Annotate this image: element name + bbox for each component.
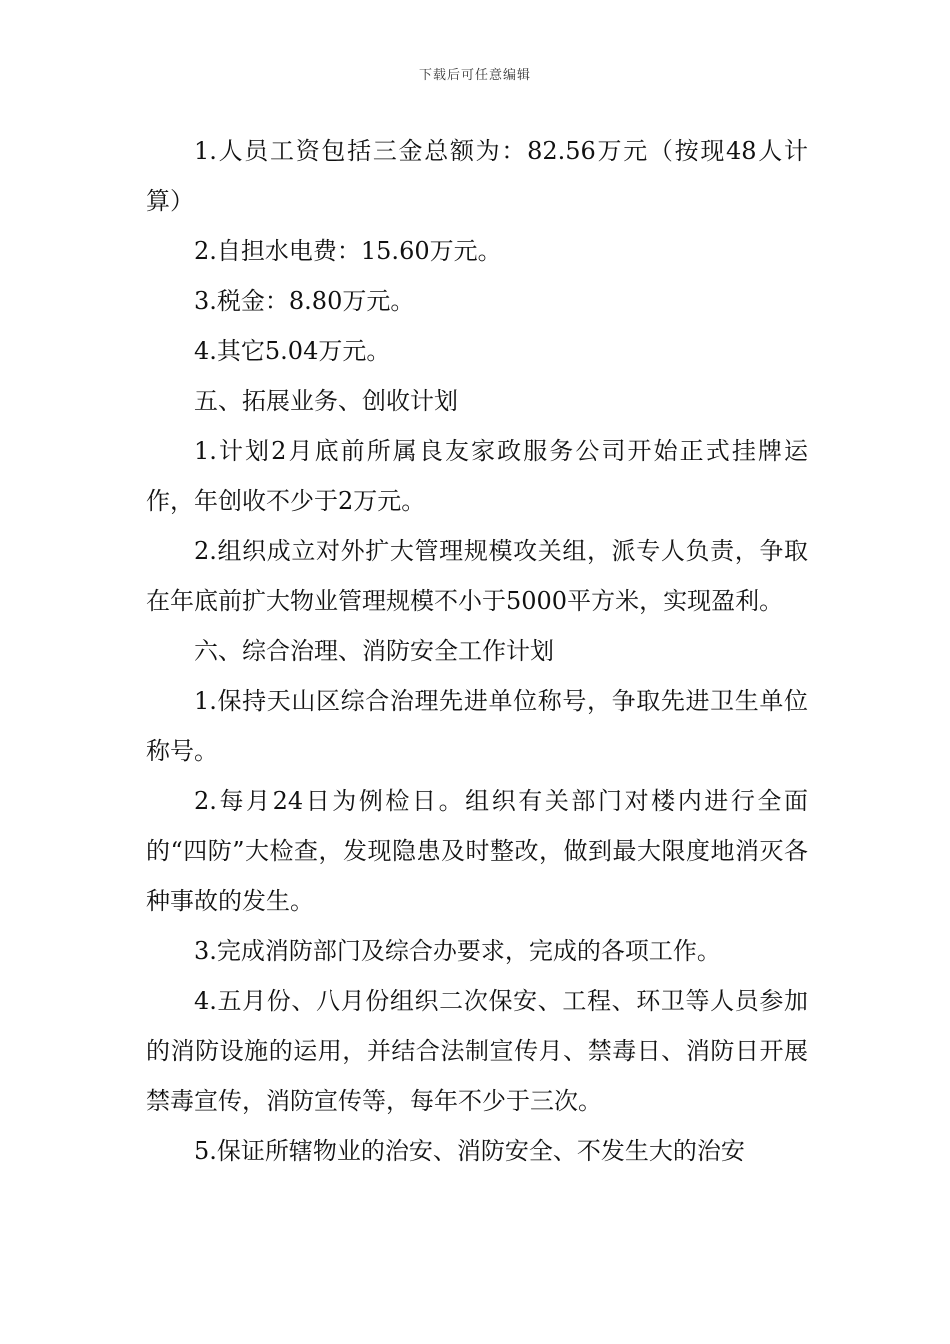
paragraph-title-honor: 1.保持天山区综合治理先进单位称号，争取先进卫生单位称号。	[146, 687, 808, 765]
paragraph-fire-tasks: 3.完成消防部门及综合办要求，完成的各项工作。	[194, 937, 721, 965]
paragraph-salary: 1.人员工资包括三金总额为：82.56万元（按现48人计算）	[146, 137, 808, 215]
paragraph-drills: 4.五月份、八月份组织二次保安、工程、环卫等人员参加的消防设施的运用，并结合法制宣传月、禁毒日、消防日开展禁毒宣传，消防宣传等，每年不少于三次。	[146, 987, 808, 1115]
page-header: 下载后可任意编辑	[418, 68, 531, 83]
paragraph-utilities: 2.自担水电费：15.60万元。	[194, 237, 502, 265]
paragraph-housekeeping: 1.计划2月底前所属良友家政服务公司开始正式挂牌运作，年创收不少于2万元。	[146, 437, 808, 515]
paragraph-tax: 3.税金：8.80万元。	[194, 287, 415, 315]
paragraph-security: 5.保证所辖物业的治安、消防安全、不发生大的治安	[194, 1137, 745, 1165]
paragraph-expansion: 2.组织成立对外扩大管理规模攻关组，派专人负责，争取在年底前扩大物业管理规模不小于5000平方米，实现盈利。	[146, 537, 808, 615]
section-heading-safety: 六、综合治理、消防安全工作计划	[194, 637, 554, 665]
document-body	[146, 126, 808, 1176]
paragraph-other: 4.其它5.04万元。	[194, 337, 391, 365]
section-heading-business: 五、拓展业务、创收计划	[194, 387, 458, 415]
paragraph-inspection: 2.每月24日为例检日。组织有关部门对楼内进行全面的“四防”大检查，发现隐患及时整改，做到最大限度地消灭各种事故的发生。	[146, 787, 808, 915]
